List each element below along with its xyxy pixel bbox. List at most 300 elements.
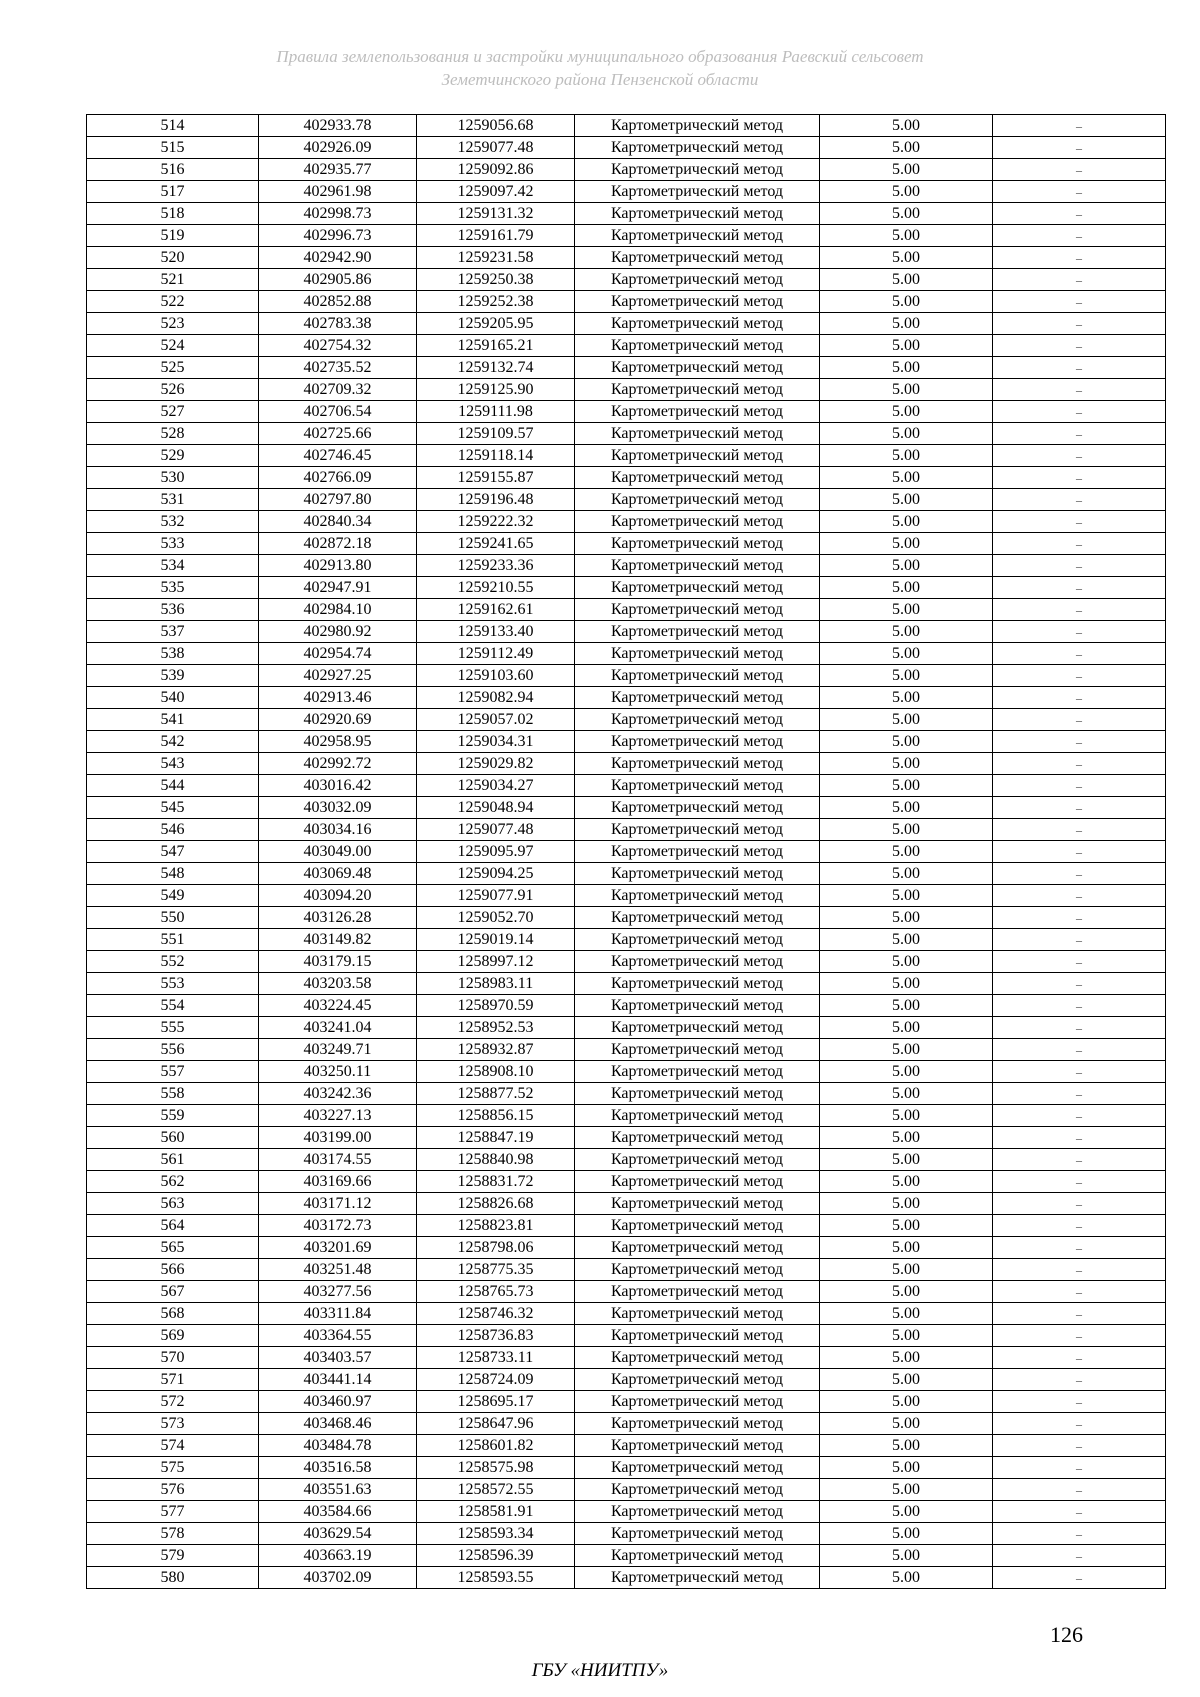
- accuracy-cell: 5.00: [820, 203, 993, 225]
- x-coordinate-cell: 403126.28: [259, 907, 417, 929]
- method-cell: Картометрический метод: [575, 401, 820, 423]
- point-number-cell: 542: [87, 731, 259, 753]
- accuracy-cell: 5.00: [820, 225, 993, 247]
- accuracy-cell: 5.00: [820, 1369, 993, 1391]
- x-coordinate-cell: 403311.84: [259, 1303, 417, 1325]
- point-number-cell: 561: [87, 1149, 259, 1171]
- accuracy-cell: 5.00: [820, 137, 993, 159]
- method-cell: Картометрический метод: [575, 1039, 820, 1061]
- y-coordinate-cell: 1258908.10: [417, 1061, 575, 1083]
- y-coordinate-cell: 1258596.39: [417, 1545, 575, 1567]
- table-row: [87, 225, 1166, 247]
- accuracy-cell: 5.00: [820, 599, 993, 621]
- point-number-cell: 526: [87, 379, 259, 401]
- x-coordinate-cell: 403364.55: [259, 1325, 417, 1347]
- table-row: [87, 1017, 1166, 1039]
- x-coordinate-cell: 402905.86: [259, 269, 417, 291]
- accuracy-cell: 5.00: [820, 357, 993, 379]
- accuracy-cell: 5.00: [820, 313, 993, 335]
- point-number-cell: 552: [87, 951, 259, 973]
- method-cell: Картометрический метод: [575, 357, 820, 379]
- method-cell: Картометрический метод: [575, 1149, 820, 1171]
- point-number-cell: 568: [87, 1303, 259, 1325]
- note-cell: –: [993, 995, 1166, 1017]
- point-number-cell: 541: [87, 709, 259, 731]
- accuracy-cell: 5.00: [820, 1017, 993, 1039]
- table-row: [87, 1501, 1166, 1523]
- point-number-cell: 575: [87, 1457, 259, 1479]
- point-number-cell: 545: [87, 797, 259, 819]
- table-row: [87, 1127, 1166, 1149]
- point-number-cell: 555: [87, 1017, 259, 1039]
- table-row: [87, 709, 1166, 731]
- method-cell: Картометрический метод: [575, 1303, 820, 1325]
- method-cell: Картометрический метод: [575, 1193, 820, 1215]
- point-number-cell: 516: [87, 159, 259, 181]
- y-coordinate-cell: 1259162.61: [417, 599, 575, 621]
- x-coordinate-cell: 402954.74: [259, 643, 417, 665]
- method-cell: Картометрический метод: [575, 929, 820, 951]
- method-cell: Картометрический метод: [575, 467, 820, 489]
- point-number-cell: 563: [87, 1193, 259, 1215]
- note-cell: –: [993, 379, 1166, 401]
- method-cell: Картометрический метод: [575, 203, 820, 225]
- y-coordinate-cell: 1258823.81: [417, 1215, 575, 1237]
- accuracy-cell: 5.00: [820, 1061, 993, 1083]
- point-number-cell: 517: [87, 181, 259, 203]
- point-number-cell: 566: [87, 1259, 259, 1281]
- point-number-cell: 571: [87, 1369, 259, 1391]
- accuracy-cell: 5.00: [820, 665, 993, 687]
- table-row: [87, 819, 1166, 841]
- accuracy-cell: 5.00: [820, 687, 993, 709]
- point-number-cell: 521: [87, 269, 259, 291]
- accuracy-cell: 5.00: [820, 1435, 993, 1457]
- accuracy-cell: 5.00: [820, 555, 993, 577]
- method-cell: Картометрический метод: [575, 291, 820, 313]
- table-row: [87, 357, 1166, 379]
- point-number-cell: 535: [87, 577, 259, 599]
- note-cell: –: [993, 203, 1166, 225]
- note-cell: –: [993, 1171, 1166, 1193]
- accuracy-cell: 5.00: [820, 1083, 993, 1105]
- note-cell: –: [993, 1391, 1166, 1413]
- note-cell: –: [993, 511, 1166, 533]
- x-coordinate-cell: 402872.18: [259, 533, 417, 555]
- note-cell: –: [993, 335, 1166, 357]
- accuracy-cell: 5.00: [820, 643, 993, 665]
- y-coordinate-cell: 1258746.32: [417, 1303, 575, 1325]
- table-row: [87, 1215, 1166, 1237]
- y-coordinate-cell: 1258847.19: [417, 1127, 575, 1149]
- method-cell: Картометрический метод: [575, 731, 820, 753]
- y-coordinate-cell: 1259133.40: [417, 621, 575, 643]
- point-number-cell: 530: [87, 467, 259, 489]
- point-number-cell: 533: [87, 533, 259, 555]
- point-number-cell: 534: [87, 555, 259, 577]
- table-row: [87, 1325, 1166, 1347]
- note-cell: –: [993, 467, 1166, 489]
- table-row: [87, 423, 1166, 445]
- x-coordinate-cell: 403174.55: [259, 1149, 417, 1171]
- accuracy-cell: 5.00: [820, 1325, 993, 1347]
- method-cell: Картометрический метод: [575, 1083, 820, 1105]
- coordinates-table-body: [87, 115, 1166, 1589]
- method-cell: Картометрический метод: [575, 951, 820, 973]
- note-cell: –: [993, 1105, 1166, 1127]
- note-cell: –: [993, 247, 1166, 269]
- x-coordinate-cell: 402980.92: [259, 621, 417, 643]
- note-cell: –: [993, 1567, 1166, 1589]
- x-coordinate-cell: 402926.09: [259, 137, 417, 159]
- note-cell: –: [993, 1325, 1166, 1347]
- table-row: [87, 951, 1166, 973]
- x-coordinate-cell: 403199.00: [259, 1127, 417, 1149]
- note-cell: –: [993, 797, 1166, 819]
- point-number-cell: 578: [87, 1523, 259, 1545]
- accuracy-cell: 5.00: [820, 995, 993, 1017]
- table-row: [87, 379, 1166, 401]
- method-cell: Картометрический метод: [575, 1259, 820, 1281]
- accuracy-cell: 5.00: [820, 1347, 993, 1369]
- x-coordinate-cell: 403149.82: [259, 929, 417, 951]
- method-cell: Картометрический метод: [575, 885, 820, 907]
- accuracy-cell: 5.00: [820, 335, 993, 357]
- x-coordinate-cell: 402706.54: [259, 401, 417, 423]
- table-row: [87, 555, 1166, 577]
- x-coordinate-cell: 402947.91: [259, 577, 417, 599]
- accuracy-cell: 5.00: [820, 467, 993, 489]
- method-cell: Картометрический метод: [575, 181, 820, 203]
- note-cell: –: [993, 709, 1166, 731]
- x-coordinate-cell: 403179.15: [259, 951, 417, 973]
- note-cell: –: [993, 1347, 1166, 1369]
- accuracy-cell: 5.00: [820, 423, 993, 445]
- accuracy-cell: 5.00: [820, 1501, 993, 1523]
- x-coordinate-cell: 403049.00: [259, 841, 417, 863]
- method-cell: Картометрический метод: [575, 1457, 820, 1479]
- x-coordinate-cell: 402920.69: [259, 709, 417, 731]
- note-cell: –: [993, 1083, 1166, 1105]
- accuracy-cell: 5.00: [820, 1127, 993, 1149]
- table-row: [87, 1259, 1166, 1281]
- x-coordinate-cell: 403241.04: [259, 1017, 417, 1039]
- accuracy-cell: 5.00: [820, 1149, 993, 1171]
- point-number-cell: 567: [87, 1281, 259, 1303]
- y-coordinate-cell: 1259029.82: [417, 753, 575, 775]
- method-cell: Картометрический метод: [575, 247, 820, 269]
- accuracy-cell: 5.00: [820, 379, 993, 401]
- y-coordinate-cell: 1258581.91: [417, 1501, 575, 1523]
- note-cell: –: [993, 115, 1166, 137]
- table-row: [87, 115, 1166, 137]
- note-cell: –: [993, 841, 1166, 863]
- y-coordinate-cell: 1259034.31: [417, 731, 575, 753]
- note-cell: –: [993, 665, 1166, 687]
- method-cell: Картометрический метод: [575, 1369, 820, 1391]
- x-coordinate-cell: 403277.56: [259, 1281, 417, 1303]
- note-cell: –: [993, 555, 1166, 577]
- y-coordinate-cell: 1259165.21: [417, 335, 575, 357]
- note-cell: –: [993, 1149, 1166, 1171]
- y-coordinate-cell: 1259077.91: [417, 885, 575, 907]
- point-number-cell: 514: [87, 115, 259, 137]
- x-coordinate-cell: 402766.09: [259, 467, 417, 489]
- table-row: [87, 1567, 1166, 1589]
- point-number-cell: 550: [87, 907, 259, 929]
- accuracy-cell: 5.00: [820, 797, 993, 819]
- point-number-cell: 528: [87, 423, 259, 445]
- note-cell: –: [993, 1523, 1166, 1545]
- note-cell: –: [993, 1215, 1166, 1237]
- y-coordinate-cell: 1259131.32: [417, 203, 575, 225]
- note-cell: –: [993, 313, 1166, 335]
- y-coordinate-cell: 1258932.87: [417, 1039, 575, 1061]
- y-coordinate-cell: 1259205.95: [417, 313, 575, 335]
- note-cell: –: [993, 1193, 1166, 1215]
- table-row: [87, 445, 1166, 467]
- y-coordinate-cell: 1259250.38: [417, 269, 575, 291]
- x-coordinate-cell: 403663.19: [259, 1545, 417, 1567]
- table-row: [87, 137, 1166, 159]
- y-coordinate-cell: 1258952.53: [417, 1017, 575, 1039]
- method-cell: Картометрический метод: [575, 1501, 820, 1523]
- y-coordinate-cell: 1259210.55: [417, 577, 575, 599]
- table-row: [87, 929, 1166, 951]
- y-coordinate-cell: 1258593.55: [417, 1567, 575, 1589]
- y-coordinate-cell: 1258840.98: [417, 1149, 575, 1171]
- method-cell: Картометрический метод: [575, 379, 820, 401]
- method-cell: Картометрический метод: [575, 753, 820, 775]
- y-coordinate-cell: 1259034.27: [417, 775, 575, 797]
- point-number-cell: 549: [87, 885, 259, 907]
- note-cell: –: [993, 423, 1166, 445]
- point-number-cell: 522: [87, 291, 259, 313]
- table-row: [87, 1369, 1166, 1391]
- y-coordinate-cell: 1258733.11: [417, 1347, 575, 1369]
- method-cell: Картометрический метод: [575, 1325, 820, 1347]
- method-cell: Картометрический метод: [575, 313, 820, 335]
- accuracy-cell: 5.00: [820, 775, 993, 797]
- note-cell: –: [993, 1545, 1166, 1567]
- y-coordinate-cell: 1258798.06: [417, 1237, 575, 1259]
- table-row: [87, 687, 1166, 709]
- y-coordinate-cell: 1259231.58: [417, 247, 575, 269]
- point-number-cell: 557: [87, 1061, 259, 1083]
- point-number-cell: 572: [87, 1391, 259, 1413]
- note-cell: –: [993, 1303, 1166, 1325]
- x-coordinate-cell: 403551.63: [259, 1479, 417, 1501]
- note-cell: –: [993, 1457, 1166, 1479]
- method-cell: Картометрический метод: [575, 1347, 820, 1369]
- table-row: [87, 511, 1166, 533]
- method-cell: Картометрический метод: [575, 995, 820, 1017]
- accuracy-cell: 5.00: [820, 621, 993, 643]
- note-cell: –: [993, 401, 1166, 423]
- table-row: [87, 621, 1166, 643]
- method-cell: Картометрический метод: [575, 1171, 820, 1193]
- table-row: [87, 973, 1166, 995]
- table-row: [87, 1347, 1166, 1369]
- y-coordinate-cell: 1258856.15: [417, 1105, 575, 1127]
- point-number-cell: 564: [87, 1215, 259, 1237]
- method-cell: Картометрический метод: [575, 797, 820, 819]
- x-coordinate-cell: 403172.73: [259, 1215, 417, 1237]
- note-cell: –: [993, 885, 1166, 907]
- x-coordinate-cell: 403242.36: [259, 1083, 417, 1105]
- x-coordinate-cell: 402958.95: [259, 731, 417, 753]
- x-coordinate-cell: 403251.48: [259, 1259, 417, 1281]
- accuracy-cell: 5.00: [820, 1457, 993, 1479]
- note-cell: –: [993, 357, 1166, 379]
- note-cell: –: [993, 1061, 1166, 1083]
- method-cell: Картометрический метод: [575, 225, 820, 247]
- method-cell: Картометрический метод: [575, 159, 820, 181]
- table-row: [87, 775, 1166, 797]
- x-coordinate-cell: 402935.77: [259, 159, 417, 181]
- table-row: [87, 599, 1166, 621]
- table-row: [87, 203, 1166, 225]
- point-number-cell: 574: [87, 1435, 259, 1457]
- point-number-cell: 554: [87, 995, 259, 1017]
- table-row: [87, 1457, 1166, 1479]
- table-row: [87, 731, 1166, 753]
- note-cell: –: [993, 1479, 1166, 1501]
- note-cell: –: [993, 1413, 1166, 1435]
- accuracy-cell: 5.00: [820, 1567, 993, 1589]
- method-cell: Картометрический метод: [575, 269, 820, 291]
- point-number-cell: 539: [87, 665, 259, 687]
- note-cell: –: [993, 687, 1166, 709]
- table-row: [87, 1435, 1166, 1457]
- x-coordinate-cell: 402783.38: [259, 313, 417, 335]
- x-coordinate-cell: 403201.69: [259, 1237, 417, 1259]
- method-cell: Картометрический метод: [575, 665, 820, 687]
- note-cell: –: [993, 929, 1166, 951]
- table-row: [87, 1083, 1166, 1105]
- x-coordinate-cell: 402746.45: [259, 445, 417, 467]
- accuracy-cell: 5.00: [820, 907, 993, 929]
- y-coordinate-cell: 1259052.70: [417, 907, 575, 929]
- y-coordinate-cell: 1259095.97: [417, 841, 575, 863]
- table-row: [87, 797, 1166, 819]
- table-row: [87, 1193, 1166, 1215]
- y-coordinate-cell: 1258997.12: [417, 951, 575, 973]
- x-coordinate-cell: 403250.11: [259, 1061, 417, 1083]
- x-coordinate-cell: 403227.13: [259, 1105, 417, 1127]
- point-number-cell: 525: [87, 357, 259, 379]
- method-cell: Картометрический метод: [575, 423, 820, 445]
- x-coordinate-cell: 402725.66: [259, 423, 417, 445]
- note-cell: –: [993, 621, 1166, 643]
- point-number-cell: 576: [87, 1479, 259, 1501]
- note-cell: –: [993, 1501, 1166, 1523]
- accuracy-cell: 5.00: [820, 885, 993, 907]
- method-cell: Картометрический метод: [575, 489, 820, 511]
- method-cell: Картометрический метод: [575, 1237, 820, 1259]
- table-row: [87, 313, 1166, 335]
- point-number-cell: 565: [87, 1237, 259, 1259]
- point-number-cell: 527: [87, 401, 259, 423]
- accuracy-cell: 5.00: [820, 159, 993, 181]
- x-coordinate-cell: 402840.34: [259, 511, 417, 533]
- accuracy-cell: 5.00: [820, 709, 993, 731]
- table-row: [87, 1039, 1166, 1061]
- accuracy-cell: 5.00: [820, 819, 993, 841]
- page-number: 126: [1050, 1622, 1083, 1647]
- method-cell: Картометрический метод: [575, 1567, 820, 1589]
- accuracy-cell: 5.00: [820, 1259, 993, 1281]
- y-coordinate-cell: 1259094.25: [417, 863, 575, 885]
- y-coordinate-cell: 1259082.94: [417, 687, 575, 709]
- note-cell: –: [993, 1127, 1166, 1149]
- y-coordinate-cell: 1259112.49: [417, 643, 575, 665]
- x-coordinate-cell: 402735.52: [259, 357, 417, 379]
- table-row: [87, 907, 1166, 929]
- x-coordinate-cell: 403460.97: [259, 1391, 417, 1413]
- accuracy-cell: 5.00: [820, 269, 993, 291]
- point-number-cell: 553: [87, 973, 259, 995]
- table-row: [87, 1149, 1166, 1171]
- method-cell: Картометрический метод: [575, 1435, 820, 1457]
- accuracy-cell: 5.00: [820, 1303, 993, 1325]
- y-coordinate-cell: 1258736.83: [417, 1325, 575, 1347]
- running-header-line-1: Правила землепользования и застройки муниципального образования Раевский сельсовет: [276, 47, 924, 66]
- accuracy-cell: 5.00: [820, 181, 993, 203]
- accuracy-cell: 5.00: [820, 841, 993, 863]
- y-coordinate-cell: 1258572.55: [417, 1479, 575, 1501]
- method-cell: Картометрический метод: [575, 1105, 820, 1127]
- x-coordinate-cell: 403171.12: [259, 1193, 417, 1215]
- note-cell: –: [993, 951, 1166, 973]
- method-cell: Картометрический метод: [575, 1017, 820, 1039]
- note-cell: –: [993, 1369, 1166, 1391]
- accuracy-cell: 5.00: [820, 1215, 993, 1237]
- y-coordinate-cell: 1258831.72: [417, 1171, 575, 1193]
- y-coordinate-cell: 1259252.38: [417, 291, 575, 313]
- method-cell: Картометрический метод: [575, 1127, 820, 1149]
- table-row: [87, 665, 1166, 687]
- table-row: [87, 1237, 1166, 1259]
- accuracy-cell: 5.00: [820, 1545, 993, 1567]
- x-coordinate-cell: 403584.66: [259, 1501, 417, 1523]
- method-cell: Картометрический метод: [575, 335, 820, 357]
- x-coordinate-cell: 402933.78: [259, 115, 417, 137]
- table-row: [87, 1413, 1166, 1435]
- point-number-cell: 546: [87, 819, 259, 841]
- method-cell: Картометрический метод: [575, 599, 820, 621]
- table-row: [87, 291, 1166, 313]
- y-coordinate-cell: 1259161.79: [417, 225, 575, 247]
- note-cell: –: [993, 1259, 1166, 1281]
- y-coordinate-cell: 1259077.48: [417, 137, 575, 159]
- table-row: [87, 863, 1166, 885]
- point-number-cell: 570: [87, 1347, 259, 1369]
- x-coordinate-cell: 402984.10: [259, 599, 417, 621]
- y-coordinate-cell: 1258983.11: [417, 973, 575, 995]
- y-coordinate-cell: 1258970.59: [417, 995, 575, 1017]
- y-coordinate-cell: 1259019.14: [417, 929, 575, 951]
- x-coordinate-cell: 403249.71: [259, 1039, 417, 1061]
- x-coordinate-cell: 402927.25: [259, 665, 417, 687]
- table-row: [87, 269, 1166, 291]
- point-number-cell: 529: [87, 445, 259, 467]
- x-coordinate-cell: 402852.88: [259, 291, 417, 313]
- x-coordinate-cell: 402913.80: [259, 555, 417, 577]
- point-number-cell: 523: [87, 313, 259, 335]
- x-coordinate-cell: 402913.46: [259, 687, 417, 709]
- point-number-cell: 577: [87, 1501, 259, 1523]
